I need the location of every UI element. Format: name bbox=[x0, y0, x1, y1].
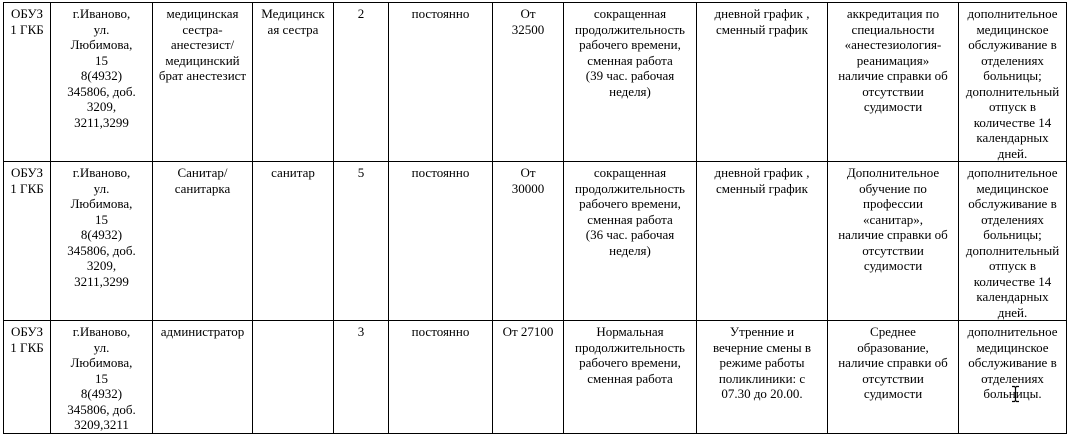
cell-text-line: От bbox=[520, 6, 536, 21]
cell-text-line: г.Иваново, bbox=[72, 165, 131, 180]
cell-text-line: 15 bbox=[95, 211, 108, 227]
cell-text-line: обслуживание в bbox=[968, 37, 1057, 52]
cell-text-line: сменная работа bbox=[587, 52, 673, 68]
cell-text-line: администратор bbox=[160, 324, 245, 339]
cell-text-line: отделениях bbox=[981, 370, 1044, 386]
schedule-cell bbox=[697, 162, 828, 321]
position-cell bbox=[253, 162, 334, 321]
table-row bbox=[4, 321, 1067, 434]
cell-text-line: поликлиники: с bbox=[718, 370, 806, 386]
profession-cell bbox=[153, 162, 253, 321]
cell-text-line: обслуживание в bbox=[968, 355, 1057, 370]
cell-text-line: От 27100 bbox=[502, 324, 554, 339]
employer-cell: ОБУЗ 1 ГКБ bbox=[4, 162, 51, 321]
employment-cell: постоянно bbox=[389, 321, 493, 434]
cell-text-line: (39 час. рабочая bbox=[585, 68, 675, 83]
cell-text-line: 3211,3299 bbox=[74, 114, 129, 130]
salary-cell bbox=[493, 3, 564, 162]
cell-text-line: 8(4932) bbox=[80, 386, 123, 401]
employer-cell: ОБУЗ 1 ГКБ bbox=[4, 3, 51, 162]
cell-text-line: аккредитация по bbox=[846, 6, 940, 21]
cell-text-line: продолжительность bbox=[575, 339, 685, 355]
cell-text-line: режиме работы bbox=[719, 355, 805, 370]
work-time-cell bbox=[564, 3, 697, 162]
cell-text-line: медицинский bbox=[165, 52, 240, 68]
cell-text-line: 15 bbox=[95, 52, 108, 68]
cell-text-line: профессии bbox=[863, 196, 923, 211]
cell-text-line: обучение по bbox=[859, 180, 927, 196]
cell-text-line: отпуск в bbox=[989, 258, 1036, 273]
cell-text-line: рабочего времени, bbox=[579, 37, 681, 52]
i-beam-text-cursor-icon bbox=[1011, 385, 1020, 403]
cell-text-line: календарных дней. bbox=[976, 289, 1049, 320]
cell-text-line: дневной график , bbox=[714, 6, 810, 21]
cell-text-line: отделениях bbox=[981, 52, 1044, 68]
cell-text-line: От bbox=[520, 165, 536, 180]
cell-text-line: 345806, доб. bbox=[67, 83, 136, 99]
cell-text-line: судимости bbox=[863, 99, 923, 114]
cell-text-line: Дополнительное bbox=[846, 165, 940, 180]
cell-text-line: больницы. bbox=[983, 386, 1042, 401]
cell-text-line: 3211,3299 bbox=[74, 273, 129, 289]
cell-text-line: сменная работа bbox=[587, 370, 673, 386]
work-time-cell bbox=[564, 321, 697, 434]
cell-text-line: Медицинск bbox=[261, 6, 325, 21]
cell-text-line: наличие справки об bbox=[838, 68, 948, 83]
cell-text-line: медицинское bbox=[976, 21, 1049, 37]
employment-cell: постоянно bbox=[389, 162, 493, 321]
cell-text-line: санитарка bbox=[174, 180, 231, 196]
cell-text-line: ая сестра bbox=[267, 21, 319, 37]
cell-text-line: дополнительное bbox=[967, 6, 1058, 21]
cell-text-line: Любимова, bbox=[70, 37, 133, 52]
cell-text-line: 8(4932) bbox=[80, 227, 123, 242]
address-cell bbox=[51, 321, 153, 434]
cell-text-line: отсутствии bbox=[862, 83, 924, 99]
cell-text-line: сокращенная bbox=[593, 6, 667, 21]
cell-text-line: дополнительное bbox=[967, 324, 1058, 339]
cell-text-line: медицинское bbox=[976, 180, 1049, 196]
cell-text-line: сестра- bbox=[182, 21, 223, 37]
cell-text-line: рабочего времени, bbox=[579, 196, 681, 211]
salary-cell bbox=[493, 321, 564, 434]
cell-text-line: продолжительность bbox=[575, 21, 685, 37]
cell-text-line: сменная работа bbox=[587, 211, 673, 227]
cell-text-line: 30000 bbox=[511, 180, 545, 196]
cell-text-line: медицинское bbox=[976, 339, 1049, 355]
cell-text-line: больницы; bbox=[983, 227, 1042, 242]
profession-cell bbox=[153, 321, 253, 434]
cell-text-line: количестве 14 bbox=[973, 273, 1052, 289]
cell-text-line: рабочего времени, bbox=[579, 355, 681, 370]
cell-text-line: наличие справки об bbox=[838, 355, 948, 370]
work-time-cell bbox=[564, 162, 697, 321]
cell-text-line: 345806, доб. bbox=[67, 242, 136, 258]
cell-text-line: образование, bbox=[857, 339, 929, 355]
cell-text-line: специальности bbox=[851, 21, 935, 37]
cell-text-line: «анестезиология- bbox=[844, 37, 942, 52]
cell-text-line: Любимова, bbox=[70, 196, 133, 211]
cell-text-line: сменный график bbox=[716, 180, 808, 196]
cell-text-line: 3209, bbox=[86, 99, 117, 114]
address-cell bbox=[51, 162, 153, 321]
requirements-cell bbox=[828, 3, 959, 162]
cell-text-line: анестезист/ bbox=[170, 37, 235, 52]
cell-text-line: отсутствии bbox=[862, 242, 924, 258]
cell-text-line: календарных дней. bbox=[976, 130, 1049, 161]
cell-text-line: сокращенная bbox=[593, 165, 667, 180]
cell-text-line: 15 bbox=[95, 370, 108, 386]
cell-text-line: отсутствии bbox=[862, 370, 924, 386]
cell-text-line: 8(4932) bbox=[80, 68, 123, 83]
cell-text-line: Санитар/ bbox=[177, 165, 228, 180]
schedule-cell bbox=[697, 3, 828, 162]
employer-cell: ОБУЗ 1 ГКБ bbox=[4, 321, 51, 434]
count-cell: 5 bbox=[334, 162, 389, 321]
extra-conditions-cell bbox=[959, 321, 1067, 434]
cell-text-line: г.Иваново, bbox=[72, 324, 131, 339]
cell-text-line: сменный график bbox=[716, 21, 808, 37]
extra-conditions-cell bbox=[959, 162, 1067, 321]
cell-text-line: ул. bbox=[93, 21, 110, 37]
cell-text-line: реанимация» bbox=[856, 52, 930, 68]
cell-text-line: дополнительный bbox=[965, 242, 1060, 258]
extra-conditions-cell bbox=[959, 3, 1067, 162]
schedule-cell bbox=[697, 321, 828, 434]
cell-text-line: ул. bbox=[93, 180, 110, 196]
cell-text-line: отделениях bbox=[981, 211, 1044, 227]
cell-text-line: Утренние и bbox=[729, 324, 795, 339]
cell-text-line: медицинская bbox=[166, 6, 239, 21]
cell-text-line: санитар bbox=[271, 165, 315, 180]
cell-text-line: больницы; bbox=[983, 68, 1042, 83]
cell-text-line: Среднее bbox=[870, 324, 916, 339]
cell-text-line: неделя) bbox=[609, 83, 651, 99]
count-cell: 3 bbox=[334, 321, 389, 434]
cell-text-line: 3209, bbox=[86, 258, 117, 273]
salary-cell bbox=[493, 162, 564, 321]
address-cell bbox=[51, 3, 153, 162]
cell-text-line: 345806, доб. bbox=[67, 401, 136, 417]
cell-text-line: дополнительный bbox=[965, 83, 1060, 99]
cell-text-line: брат анестезист bbox=[158, 68, 247, 83]
cell-text-line: неделя) bbox=[609, 242, 651, 258]
employment-cell: постоянно bbox=[389, 3, 493, 162]
cell-text-line: Нормальная bbox=[596, 324, 664, 339]
cell-text-line: наличие справки об bbox=[838, 227, 948, 242]
requirements-cell bbox=[828, 321, 959, 434]
cell-text-line: г.Иваново, bbox=[72, 6, 131, 21]
cell-text-line: обслуживание в bbox=[968, 196, 1057, 211]
cell-text-line: продолжительность bbox=[575, 180, 685, 196]
cell-text-line: (36 час. рабочая bbox=[585, 227, 675, 242]
position-cell bbox=[253, 321, 334, 434]
cell-text-line: 32500 bbox=[511, 21, 545, 37]
cell-text-line: судимости bbox=[863, 258, 923, 273]
requirements-cell bbox=[828, 162, 959, 321]
cell-text-line: 3209,3211 bbox=[74, 417, 129, 432]
count-cell: 2 bbox=[334, 3, 389, 162]
profession-cell bbox=[153, 3, 253, 162]
cell-text-line: отпуск в bbox=[989, 99, 1036, 114]
cell-text-line: ул. bbox=[93, 339, 110, 355]
table-row bbox=[4, 162, 1067, 321]
position-cell bbox=[253, 3, 334, 162]
cell-text-line: Любимова, bbox=[70, 355, 133, 370]
cell-text-line: дневной график , bbox=[714, 165, 810, 180]
cell-text-line: вечерние смены в bbox=[712, 339, 812, 355]
cell-text-line: количестве 14 bbox=[973, 114, 1052, 130]
table-row bbox=[4, 3, 1067, 162]
cell-text-line: дополнительное bbox=[967, 165, 1058, 180]
cell-text-line: 07.30 до 20.00. bbox=[721, 386, 803, 401]
cell-text-line: судимости bbox=[863, 386, 923, 401]
vacancy-table bbox=[3, 2, 1067, 434]
cell-text-line: «санитар», bbox=[863, 211, 923, 227]
